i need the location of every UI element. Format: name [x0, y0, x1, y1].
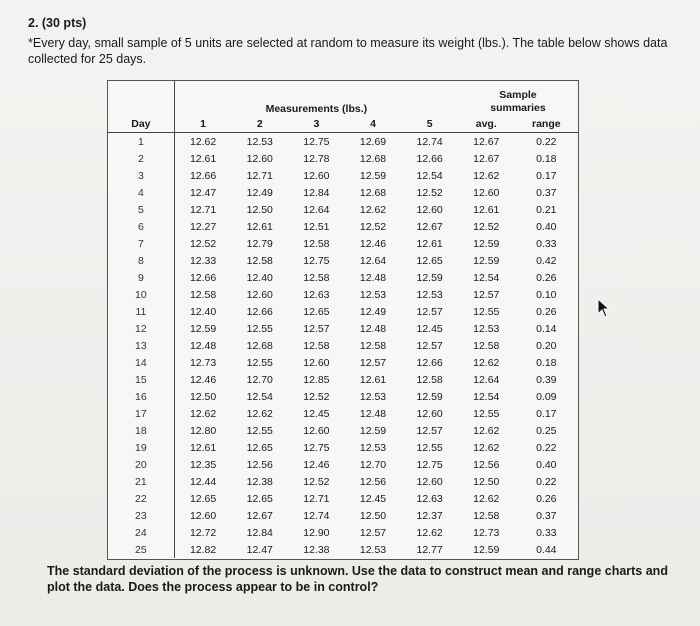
cell-day: 22 [108, 490, 174, 507]
cell-m5: 12.59 [416, 390, 443, 403]
cell-m4: 12.70 [359, 458, 387, 471]
col-header-m5: 5 [401, 115, 458, 133]
cell-range: 0.26 [536, 492, 557, 505]
cell-avg: 12.59 [473, 543, 500, 556]
cell-avg: 12.67 [473, 135, 500, 148]
cell-day: 7 [108, 235, 174, 252]
cell-m1: 12.73 [189, 356, 217, 369]
cell-m4: 12.64 [359, 254, 387, 267]
cell-avg: 12.62 [473, 424, 500, 437]
cell-day: 23 [108, 507, 174, 524]
cell-avg: 12.58 [473, 509, 500, 522]
cell-m4: 12.57 [359, 526, 387, 539]
cell-m2: 12.49 [246, 186, 273, 199]
cell-m4: 12.69 [359, 135, 387, 148]
table-row [108, 252, 578, 269]
table-body [108, 133, 578, 559]
cell-m3: 12.58 [303, 271, 330, 284]
cell-avg: 12.59 [473, 254, 500, 267]
cell-m5: 12.59 [416, 271, 443, 284]
cell-range: 0.37 [536, 509, 557, 522]
col-header-m4: 4 [345, 115, 402, 133]
summaries-group-header [458, 81, 578, 115]
cell-m3: 12.45 [303, 407, 330, 420]
cell-range: 0.21 [536, 203, 557, 216]
cell-m5: 12.65 [416, 254, 443, 267]
cell-avg: 12.55 [473, 407, 500, 420]
cell-m3: 12.52 [303, 475, 330, 488]
cell-m4: 12.45 [359, 492, 387, 505]
cell-avg: 12.55 [473, 305, 500, 318]
cell-m5: 12.57 [416, 339, 443, 352]
question-heading: 2. (30 pts) [28, 16, 87, 30]
cell-range: 0.18 [536, 356, 557, 369]
cell-day: 4 [108, 184, 174, 201]
cell-day: 3 [108, 167, 174, 184]
cell-day: 8 [108, 252, 174, 269]
cell-m1: 12.44 [189, 475, 217, 488]
cell-range: 0.33 [536, 526, 557, 539]
table-row [108, 439, 578, 456]
cell-day: 10 [108, 286, 174, 303]
cell-m1: 12.35 [189, 458, 217, 471]
cell-m1: 12.66 [189, 271, 217, 284]
cell-m5: 12.57 [416, 424, 443, 437]
table-row [108, 405, 578, 422]
cell-range: 0.20 [536, 339, 557, 352]
cell-day: 21 [108, 473, 174, 490]
cell-m3: 12.75 [303, 441, 330, 454]
cell-m4: 12.68 [359, 186, 387, 199]
cell-m1: 12.80 [189, 424, 217, 437]
cell-m3: 12.51 [303, 220, 330, 233]
cell-range: 0.37 [536, 186, 557, 199]
cell-m1: 12.47 [189, 186, 217, 199]
table-row [108, 524, 578, 541]
summaries-header-line1: Sample [499, 89, 537, 101]
cell-m1: 12.62 [189, 407, 217, 420]
cell-m1: 12.50 [189, 390, 217, 403]
cell-m2: 12.62 [246, 407, 273, 420]
cell-m3: 12.38 [303, 543, 330, 556]
cell-m3: 12.71 [303, 492, 330, 505]
summaries-header-line2: summaries [490, 102, 546, 114]
table-row [108, 133, 578, 151]
cell-day: 11 [108, 303, 174, 320]
cell-m4: 12.46 [359, 237, 387, 250]
cell-range: 0.26 [536, 271, 557, 284]
cell-m4: 12.68 [359, 152, 387, 165]
data-table-container [107, 80, 579, 560]
cell-day: 2 [108, 150, 174, 167]
cell-m5: 12.74 [416, 135, 443, 148]
cell-m3: 12.60 [303, 424, 330, 437]
cell-m1: 12.66 [189, 169, 217, 182]
cell-m3: 12.60 [303, 169, 330, 182]
cell-m4: 12.58 [359, 339, 387, 352]
table-row [108, 235, 578, 252]
cell-m5: 12.57 [416, 305, 443, 318]
cell-m4: 12.59 [359, 169, 387, 182]
cell-m3: 12.46 [303, 458, 330, 471]
table-row [108, 218, 578, 235]
cell-m1: 12.33 [189, 254, 217, 267]
table-row [108, 490, 578, 507]
cell-m1: 12.61 [189, 441, 217, 454]
cell-range: 0.26 [536, 305, 557, 318]
col-header-day: Day [108, 115, 174, 133]
cell-m5: 12.63 [416, 492, 443, 505]
cell-m3: 12.63 [303, 288, 330, 301]
cell-m5: 12.52 [416, 186, 443, 199]
cell-m4: 12.48 [359, 407, 387, 420]
cell-day: 24 [108, 524, 174, 541]
cell-range: 0.22 [536, 135, 557, 148]
cell-m2: 12.71 [246, 169, 273, 182]
cell-m3: 12.74 [303, 509, 330, 522]
cell-range: 0.25 [536, 424, 557, 437]
cell-m2: 12.68 [246, 339, 273, 352]
cell-m4: 12.53 [359, 288, 387, 301]
cell-m2: 12.50 [246, 203, 273, 216]
table-row [108, 184, 578, 201]
cell-m4: 12.62 [359, 203, 387, 216]
cell-day: 6 [108, 218, 174, 235]
cell-m2: 12.65 [246, 492, 273, 505]
cell-m5: 12.55 [416, 441, 443, 454]
cell-avg: 12.62 [473, 492, 500, 505]
cell-m3: 12.60 [303, 356, 330, 369]
cell-avg: 12.57 [473, 288, 500, 301]
cell-m5: 12.60 [416, 407, 443, 420]
cell-m2: 12.66 [246, 305, 273, 318]
cell-m2: 12.53 [246, 135, 273, 148]
cell-m2: 12.84 [246, 526, 273, 539]
cell-range: 0.10 [536, 288, 557, 301]
cell-day: 17 [108, 405, 174, 422]
table-row [108, 541, 578, 558]
table-row [108, 371, 578, 388]
cell-range: 0.40 [536, 220, 557, 233]
cell-m1: 12.65 [189, 492, 217, 505]
cell-m1: 12.58 [189, 288, 217, 301]
cell-range: 0.14 [536, 322, 557, 335]
cell-m4: 12.59 [359, 424, 387, 437]
cell-m5: 12.37 [416, 509, 443, 522]
cell-m5: 12.62 [416, 526, 443, 539]
table-row [108, 150, 578, 167]
col-header-m3: 3 [288, 115, 345, 133]
cell-avg: 12.54 [473, 390, 500, 403]
table-row [108, 303, 578, 320]
cell-m2: 12.54 [246, 390, 273, 403]
cell-range: 0.18 [536, 152, 557, 165]
cell-m2: 12.56 [246, 458, 273, 471]
cell-m3: 12.78 [303, 152, 330, 165]
mouse-cursor-icon [597, 298, 611, 318]
cell-m2: 12.58 [246, 254, 273, 267]
cell-m4: 12.53 [359, 390, 387, 403]
cell-avg: 12.67 [473, 152, 500, 165]
table-row [108, 320, 578, 337]
cell-m5: 12.54 [416, 169, 443, 182]
cell-m5: 12.45 [416, 322, 443, 335]
blank-header [108, 81, 174, 115]
cell-m3: 12.57 [303, 322, 330, 335]
cell-m5: 12.67 [416, 220, 443, 233]
cell-m2: 12.47 [246, 543, 273, 556]
cell-m5: 12.77 [416, 543, 443, 556]
cell-range: 0.17 [536, 169, 557, 182]
question-intro: *Every day, small sample of 5 units are selected at random to measure its weight (lbs.). The table below shows data collected for 25 days. [28, 36, 668, 66]
cell-m5: 12.61 [416, 237, 443, 250]
cell-m4: 12.61 [359, 373, 387, 386]
cell-m2: 12.60 [246, 288, 273, 301]
cell-m4: 12.48 [359, 271, 387, 284]
cell-m3: 12.58 [303, 237, 330, 250]
cell-avg: 12.73 [473, 526, 500, 539]
table-row [108, 473, 578, 490]
cell-range: 0.44 [536, 543, 557, 556]
cell-m1: 12.48 [189, 339, 217, 352]
cell-avg: 12.62 [473, 356, 500, 369]
cell-range: 0.39 [536, 373, 557, 386]
cell-m1: 12.61 [189, 152, 217, 165]
cell-m1: 12.62 [189, 135, 217, 148]
cell-m3: 12.58 [303, 339, 330, 352]
cell-m4: 12.48 [359, 322, 387, 335]
cell-m5: 12.66 [416, 152, 443, 165]
cell-day: 5 [108, 201, 174, 218]
cell-avg: 12.64 [473, 373, 500, 386]
cell-avg: 12.62 [473, 169, 500, 182]
cell-day: 12 [108, 320, 174, 337]
table-row [108, 388, 578, 405]
cell-m2: 12.61 [246, 220, 273, 233]
cell-avg: 12.61 [473, 203, 500, 216]
cell-m4: 12.53 [359, 543, 387, 556]
table-row [108, 422, 578, 439]
cell-avg: 12.52 [473, 220, 500, 233]
col-header-m2: 2 [231, 115, 288, 133]
cell-range: 0.17 [536, 407, 557, 420]
table-row [108, 507, 578, 524]
cell-day: 15 [108, 371, 174, 388]
cell-m4: 12.50 [359, 509, 387, 522]
cell-m1: 12.46 [189, 373, 217, 386]
cell-m1: 12.40 [189, 305, 217, 318]
cell-avg: 12.53 [473, 322, 500, 335]
data-table [108, 81, 578, 558]
cell-range: 0.33 [536, 237, 557, 250]
cell-m2: 12.55 [246, 356, 273, 369]
cell-avg: 12.54 [473, 271, 500, 284]
cell-m4: 12.57 [359, 356, 387, 369]
cell-m3: 12.75 [303, 135, 330, 148]
cell-day: 14 [108, 354, 174, 371]
table-row [108, 269, 578, 286]
cell-m5: 12.60 [416, 475, 443, 488]
col-header-range: range [515, 115, 578, 133]
table-row [108, 286, 578, 303]
cell-avg: 12.62 [473, 441, 500, 454]
cell-m5: 12.75 [416, 458, 443, 471]
cell-m1: 12.71 [189, 203, 217, 216]
cell-m1: 12.59 [189, 322, 217, 335]
cell-m2: 12.60 [246, 152, 273, 165]
cell-range: 0.22 [536, 475, 557, 488]
cell-m1: 12.27 [189, 220, 217, 233]
cell-range: 0.09 [536, 390, 557, 403]
cell-m3: 12.75 [303, 254, 330, 267]
cell-day: 13 [108, 337, 174, 354]
cell-m3: 12.64 [303, 203, 330, 216]
table-row [108, 201, 578, 218]
cell-avg: 12.50 [473, 475, 500, 488]
cell-m3: 12.90 [303, 526, 330, 539]
table-row [108, 456, 578, 473]
cell-avg: 12.58 [473, 339, 500, 352]
cell-m2: 12.55 [246, 322, 273, 335]
cell-m5: 12.60 [416, 203, 443, 216]
cell-day: 18 [108, 422, 174, 439]
col-header-avg: avg. [458, 115, 515, 133]
cell-avg: 12.56 [473, 458, 500, 471]
cell-m1: 12.72 [189, 526, 217, 539]
table-row [108, 167, 578, 184]
cell-m2: 12.55 [246, 424, 273, 437]
cell-m5: 12.58 [416, 373, 443, 386]
cell-day: 16 [108, 388, 174, 405]
cell-m4: 12.52 [359, 220, 387, 233]
cell-avg: 12.60 [473, 186, 500, 199]
cell-day: 19 [108, 439, 174, 456]
cell-m2: 12.38 [246, 475, 273, 488]
cell-m5: 12.53 [416, 288, 443, 301]
cell-m4: 12.53 [359, 441, 387, 454]
cell-day: 9 [108, 269, 174, 286]
cell-m2: 12.65 [246, 441, 273, 454]
cell-m2: 12.79 [246, 237, 273, 250]
cell-m2: 12.70 [246, 373, 273, 386]
cell-m1: 12.52 [189, 237, 217, 250]
cell-m1: 12.60 [189, 509, 217, 522]
cell-m4: 12.56 [359, 475, 387, 488]
cell-day: 1 [108, 133, 174, 151]
question-footer: The standard deviation of the process is unknown. Use the data to construct mean and range charts and plot the data. Does the process appear to be in control? [47, 564, 668, 594]
cell-range: 0.40 [536, 458, 557, 471]
cell-m3: 12.52 [303, 390, 330, 403]
cell-range: 0.42 [536, 254, 557, 267]
cell-range: 0.22 [536, 441, 557, 454]
measurements-group-header: Measurements (lbs.) [265, 103, 368, 115]
cell-m3: 12.65 [303, 305, 330, 318]
table-row [108, 337, 578, 354]
cell-m4: 12.49 [359, 305, 387, 318]
cell-day: 25 [108, 541, 174, 558]
cell-m5: 12.66 [416, 356, 443, 369]
cell-m3: 12.84 [303, 186, 330, 199]
cell-m2: 12.40 [246, 271, 273, 284]
cell-avg: 12.59 [473, 237, 500, 250]
cell-m3: 12.85 [303, 373, 330, 386]
cell-m1: 12.82 [189, 543, 217, 556]
cell-day: 20 [108, 456, 174, 473]
cell-m2: 12.67 [246, 509, 273, 522]
col-header-m1: 1 [174, 115, 231, 133]
table-row [108, 354, 578, 371]
